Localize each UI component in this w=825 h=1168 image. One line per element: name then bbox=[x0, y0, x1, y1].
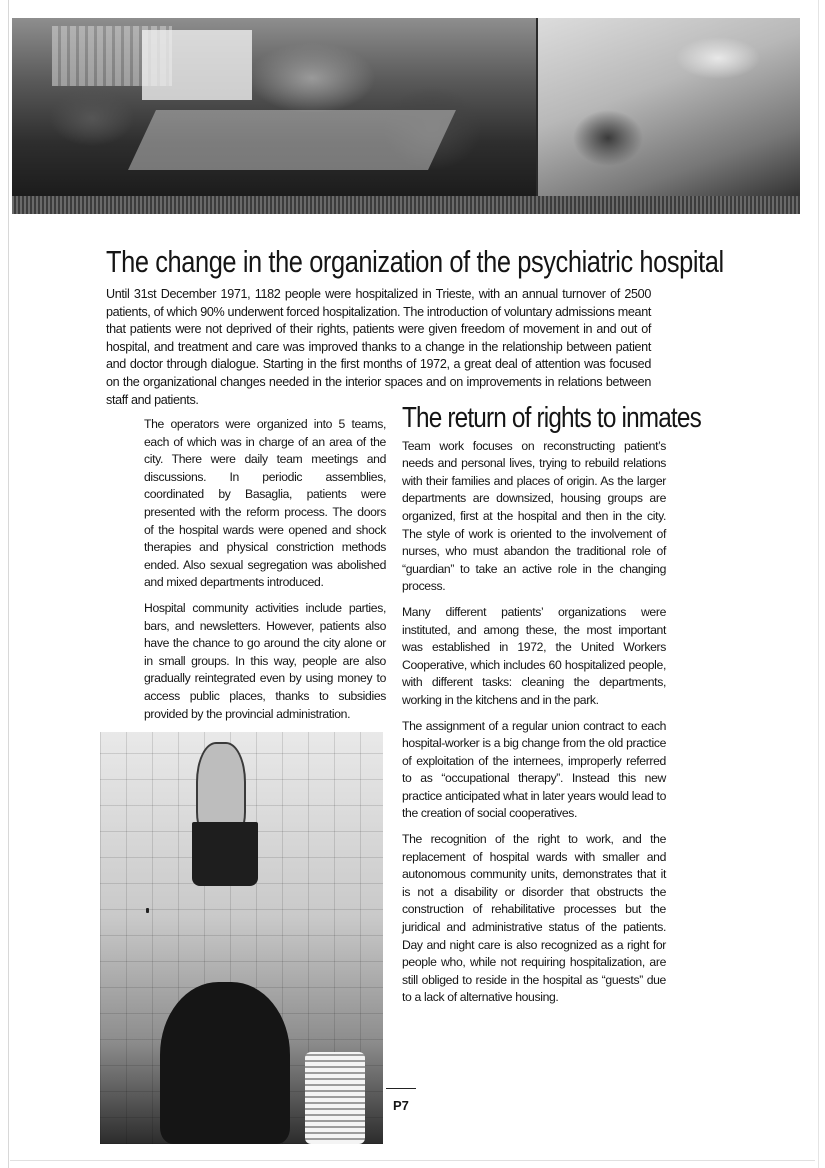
intro-paragraph: Until 31st December 1971, 1182 people were hospitalized in Trieste, with an annual turnover of 2500 patients, of which 90% underwent forced hospitalization. The introduction of voluntary admissions meant that patients were not deprived of their rights, patients were given freedom of movement in and out of hospital, and treatment and care was improved thanks to a change in the relationship between patient and doctor through dialogue. Starting in the first months of 1972, a great deal of attention was focused on the organizational changes needed in the interior spaces and on improvements in relations between staff and patients. bbox=[106, 287, 651, 407]
photo-strip-border bbox=[12, 196, 800, 214]
section-paragraph-3: The assignment of a regular union contract to each hospital-worker is a big change from the old practice of exploitation of the internees, improperly referred to as “occupational therapy”. Instead this new practice anticipated what in later years would lead to the creation of social cooperatives. bbox=[402, 718, 666, 821]
left-paragraph-1: The operators were organized into 5 teams, each of which was in charge of an area of the city. There were daily team meetings and discussions. In periodic assemblies, coordinated by Basaglia, patients were presented with the reform process. The doors of the hospital wards were opened and shock therapies and physical constriction methods ended. Also sexual segregation was abolished and mixed departments introduced. bbox=[144, 417, 386, 590]
page-number: P7 bbox=[393, 1098, 409, 1113]
wall-pocket-shape bbox=[192, 822, 258, 886]
section-paragraph-1: Team work focuses on reconstructing patient’s needs and personal lives, trying to rebuild relations with their families and places of origin. As the larger departments are downsized, housing groups are organized, first at the hospital and then in the city. The style of work is oriented to the involvement of nurses, who must abandon the traditional role of “guardian” to take an active role in the changing process. bbox=[402, 438, 666, 594]
page-edge-left bbox=[8, 0, 9, 1168]
left-paragraph-2: Hospital community activities include parties, bars, and newsletters. However, patients also have the chance to go around the city alone or in small groups. In this way, people are also gradually reintegrated even by using money to access public places, thanks to subsidies provided by the provincial administration. bbox=[144, 600, 386, 721]
plate-stack-shape bbox=[305, 1052, 365, 1144]
meeting-table-shape bbox=[128, 110, 456, 170]
left-column bbox=[144, 416, 386, 731]
workshop-photo bbox=[538, 18, 800, 196]
whiteboard-shape bbox=[142, 30, 252, 100]
section-paragraph-2: Many different patients’ organizations were instituted, and among these, the most important was established in 1972, the United Workers Cooperative, which includes 60 hospitalized people, with different tasks: cleaning the departments, working in the kitchens and in the park. bbox=[402, 604, 666, 707]
page-edge-right bbox=[818, 0, 819, 1168]
meeting-room-photo bbox=[12, 18, 536, 196]
section-title: The return of rights to inmates bbox=[402, 402, 701, 434]
page-bottom-edge bbox=[10, 1160, 815, 1161]
person-silhouette-shape bbox=[160, 982, 290, 1144]
kitchen-photo bbox=[100, 732, 383, 1144]
page-number-rule bbox=[386, 1088, 416, 1089]
right-column bbox=[402, 402, 701, 1015]
header-photo-strip bbox=[12, 18, 800, 214]
article-title: The change in the organization of the psychiatric hospital bbox=[106, 244, 724, 279]
stray-mark bbox=[146, 908, 149, 913]
section-paragraph-4: The recognition of the right to work, and the replacement of hospital wards with smaller and autonomous community units, demonstrates that it is not a disability or disorder that obstructs the construction of rehabilitative processes but the juridical and administrative status of the patients. Day and night care is also recognized as a right for people who, while not requiring hospitalization, are still obliged to reside in the hospital as “guests” due to a lack of alternative housing. bbox=[402, 832, 666, 1005]
